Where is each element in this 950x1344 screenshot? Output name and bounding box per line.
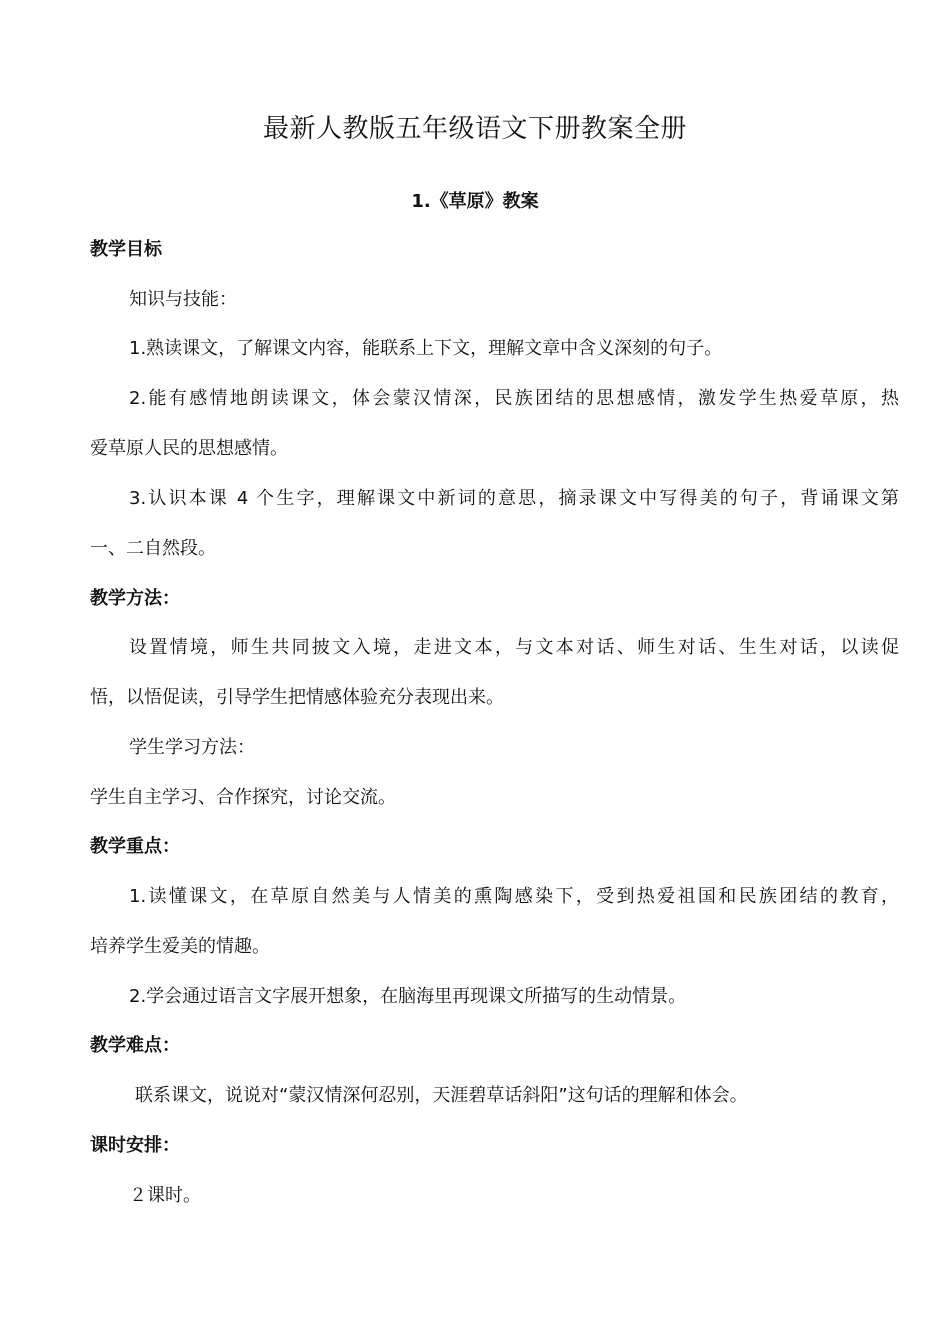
goals-item-3-line-2: 一、二自然段。 bbox=[90, 538, 216, 559]
methods-heading: 教学方法： bbox=[90, 588, 180, 609]
lesson-title: 1.《草原》教案 bbox=[411, 191, 539, 212]
goals-item-2-line-2: 爱草原人民的思想感情。 bbox=[90, 438, 288, 459]
goals-subheading: 知识与技能： bbox=[129, 289, 237, 310]
goals-item-1: 1.熟读课文，了解课文内容，能联系上下文，理解文章中含义深刻的句子。 bbox=[129, 338, 723, 359]
key-points-heading: 教学重点： bbox=[90, 836, 180, 857]
difficulties-text: 联系课文，说说对“蒙汉情深何忍别，天涯碧草话斜阳”这句话的理解和体会。 bbox=[135, 1085, 748, 1106]
schedule-heading: 课时安排： bbox=[90, 1135, 180, 1156]
schedule-text: ２课时。 bbox=[129, 1185, 201, 1206]
key-points-item-1-line-2: 培养学生爱美的情趣。 bbox=[90, 936, 270, 957]
key-points-item-1-line-1: 1.读懂课文，在草原自然美与人情美的熏陶感染下，受到热爱祖国和民族团结的教育， bbox=[129, 886, 899, 907]
goals-item-2-line-1: 2.能有感情地朗读课文，体会蒙汉情深，民族团结的思想感情，激发学生热爱草原，热 bbox=[129, 388, 899, 409]
goals-heading: 教学目标 bbox=[90, 239, 162, 260]
student-methods-heading: 学生学习方法： bbox=[129, 737, 255, 758]
methods-text-line-2: 悟，以悟促读，引导学生把情感体验充分表现出来。 bbox=[90, 687, 504, 708]
methods-text-line-1: 设置情境，师生共同披文入境，走进文本，与文本对话、师生对话、生生对话，以读促 bbox=[129, 637, 899, 658]
student-methods-text: 学生自主学习、合作探究，讨论交流。 bbox=[90, 787, 396, 808]
difficulties-heading: 教学难点： bbox=[90, 1035, 180, 1056]
key-points-item-2: 2.学会通过语言文字展开想象，在脑海里再现课文所描写的生动情景。 bbox=[129, 986, 687, 1007]
document-title: 最新人教版五年级语文下册教案全册 bbox=[262, 114, 687, 144]
goals-item-3-line-1: 3.认识本课 4 个生字，理解课文中新词的意思，摘录课文中写得美的句子，背诵课文第 bbox=[129, 488, 899, 509]
